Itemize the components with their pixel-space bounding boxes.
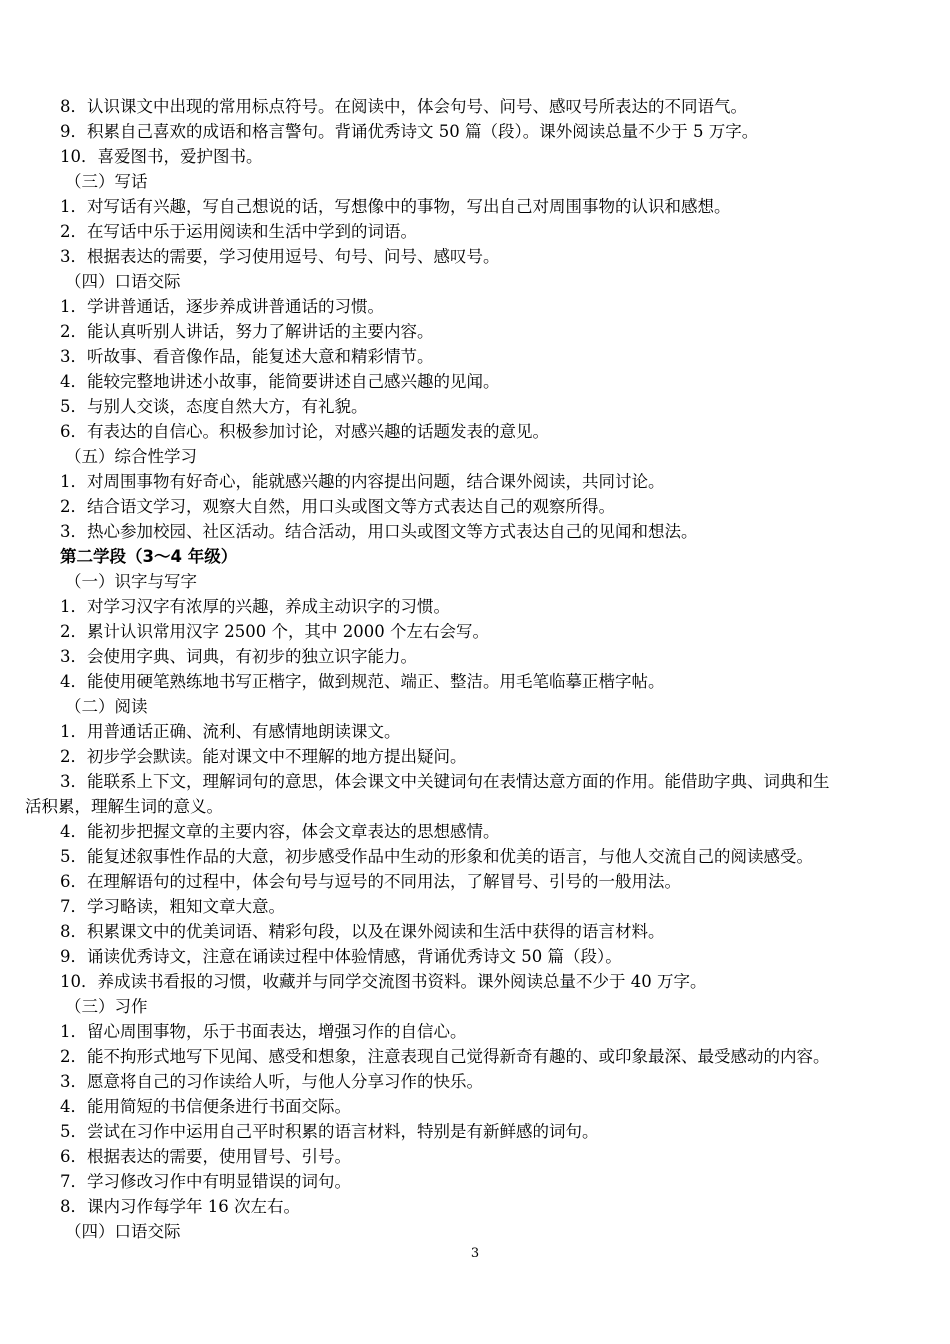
list-item: 1．对写话有兴趣，写自己想说的话，写想像中的事物，写出自己对周围事物的认识和感想。 — [60, 197, 731, 216]
list-item: 2．能认真听别人讲话，努力了解讲话的主要内容。 — [60, 322, 434, 341]
list-item-continuation: 活积累，理解生词的意义。 — [25, 797, 223, 816]
list-item: 5．能复述叙事性作品的大意，初步感受作品中生动的形象和优美的语言，与他人交流自己的阅读感受。 — [60, 847, 813, 866]
list-item: 6．有表达的自信心。积极参加讨论，对感兴趣的话题发表的意见。 — [60, 422, 549, 441]
list-item-first-line: 3．能联系上下文，理解词句的意思，体会课文中关键词句在表情达意方面的作用。能借助字典、词典和生 — [60, 772, 830, 791]
list-item: 1．留心周围事物，乐于书面表达，增强习作的自信心。 — [60, 1022, 467, 1041]
list-item: 4．能用简短的书信便条进行书面交际。 — [60, 1097, 351, 1116]
list-item: 5．与别人交谈，态度自然大方，有礼貌。 — [60, 397, 368, 416]
section-heading: （四）口语交际 — [65, 272, 181, 291]
stage-heading: 第二学段（3～4 年级） — [60, 547, 238, 566]
page-number: 3 — [470, 1246, 480, 1261]
list-item: 10．喜爱图书，爱护图书。 — [60, 147, 263, 166]
list-item: 1．用普通话正确、流利、有感情地朗读课文。 — [60, 722, 401, 741]
list-item: 2．结合语文学习，观察大自然，用口头或图文等方式表达自己的观察所得。 — [60, 497, 615, 516]
section-heading: （四）口语交际 — [65, 1222, 181, 1241]
list-item: 4．能较完整地讲述小故事，能简要讲述自己感兴趣的见闻。 — [60, 372, 500, 391]
list-item: 3．会使用字典、词典，有初步的独立识字能力。 — [60, 647, 417, 666]
list-item: 4．能使用硬笔熟练地书写正楷字，做到规范、端正、整洁。用毛笔临摹正楷字帖。 — [60, 672, 665, 691]
section-heading: （二）阅读 — [65, 697, 148, 716]
list-item: 9．诵读优秀诗文，注意在诵读过程中体验情感，背诵优秀诗文 50 篇（段）。 — [60, 947, 622, 966]
section-heading: （三）写话 — [65, 172, 148, 191]
list-item: 7．学习略读，粗知文章大意。 — [60, 897, 285, 916]
list-item: 6．根据表达的需要，使用冒号、引号。 — [60, 1147, 351, 1166]
list-item: 2．能不拘形式地写下见闻、感受和想象，注意表现自己觉得新奇有趣的、或印象最深、最受感动的内容。 — [60, 1047, 830, 1066]
section-heading: （一）识字与写字 — [65, 572, 197, 591]
list-item: 2．累计认识常用汉字 2500 个，其中 2000 个左右会写。 — [60, 622, 489, 641]
list-item: 2．在写话中乐于运用阅读和生活中学到的词语。 — [60, 222, 417, 241]
list-item: 8．积累课文中的优美词语、精彩句段，以及在课外阅读和生活中获得的语言材料。 — [60, 922, 665, 941]
list-item: 3．热心参加校园、社区活动。结合活动，用口头或图文等方式表达自己的见闻和想法。 — [60, 522, 698, 541]
document-body — [25, 94, 925, 1244]
list-item: 4．能初步把握文章的主要内容，体会文章表达的思想感情。 — [60, 822, 500, 841]
list-item: 3．根据表达的需要，学习使用逗号、句号、问号、感叹号。 — [60, 247, 500, 266]
list-item: 5．尝试在习作中运用自己平时积累的语言材料，特别是有新鲜感的词句。 — [60, 1122, 599, 1141]
list-item: 1．对周围事物有好奇心，能就感兴趣的内容提出问题，结合课外阅读，共同讨论。 — [60, 472, 665, 491]
list-item: 8．认识课文中出现的常用标点符号。在阅读中，体会句号、问号、感叹号所表达的不同语气。 — [60, 97, 747, 116]
list-item: 1．学讲普通话，逐步养成讲普通话的习惯。 — [60, 297, 384, 316]
list-item: 7．学习修改习作中有明显错误的词句。 — [60, 1172, 351, 1191]
list-item: 10．养成读书看报的习惯，收藏并与同学交流图书资料。课外阅读总量不少于 40 万字。 — [60, 972, 707, 991]
list-item: 3．听故事、看音像作品，能复述大意和精彩情节。 — [60, 347, 434, 366]
section-heading: （五）综合性学习 — [65, 447, 197, 466]
list-item: 1．对学习汉字有浓厚的兴趣，养成主动识字的习惯。 — [60, 597, 450, 616]
list-item: 6．在理解语句的过程中，体会句号与逗号的不同用法，了解冒号、引号的一般用法。 — [60, 872, 681, 891]
list-item: 2．初步学会默读。能对课文中不理解的地方提出疑问。 — [60, 747, 467, 766]
list-item: 9．积累自己喜欢的成语和格言警句。背诵优秀诗文 50 篇（段）。课外阅读总量不少于 5 万字。 — [60, 122, 759, 141]
list-item: 8．课内习作每学年 16 次左右。 — [60, 1197, 300, 1216]
list-item: 3．愿意将自己的习作读给人听，与他人分享习作的快乐。 — [60, 1072, 483, 1091]
section-heading: （三）习作 — [65, 997, 148, 1016]
